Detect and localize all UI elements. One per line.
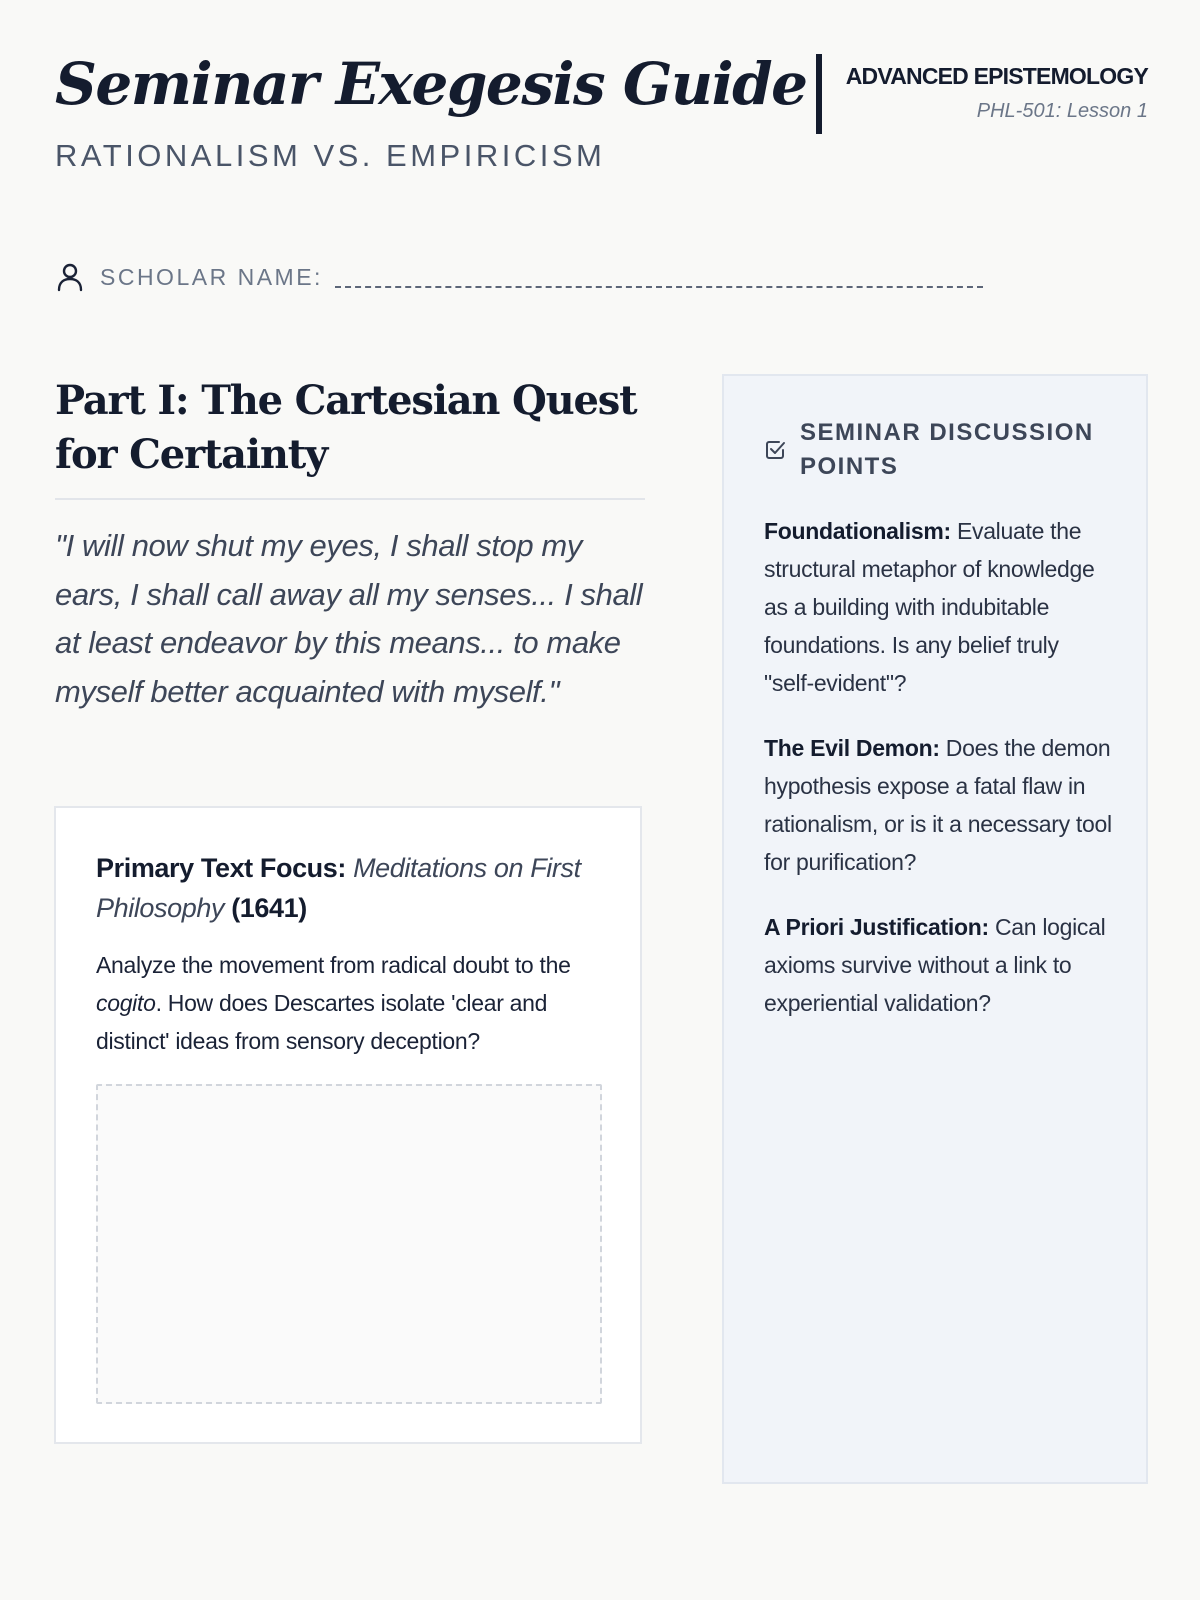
discussion-point [764, 512, 1114, 702]
primary-text-card [54, 806, 642, 1444]
point-term: Foundationalism: [764, 518, 951, 544]
point-text: Does the demon hypothesis expose a fatal flaw in rationalism, or is it a necessary tool for purification? [764, 735, 1112, 875]
point-text: Can logical axioms survive without a link to experiential validation? [764, 914, 1106, 1016]
discussion-point [764, 908, 1114, 1022]
point-term: A Priori Justification: [764, 914, 989, 940]
discussion-point [764, 729, 1114, 881]
answer-area[interactable] [96, 1084, 602, 1404]
course-block [816, 54, 1148, 134]
page-subtitle: RATIONALISM VS. EMPIRICISM [55, 138, 606, 173]
prompt-text-start: Analyze the movement from radical doubt to the [96, 952, 571, 978]
point-term: The Evil Demon: [764, 735, 940, 761]
scholar-name-line[interactable] [335, 286, 983, 288]
scholar-name-field[interactable] [56, 262, 983, 292]
user-icon [56, 262, 84, 292]
page-title: Seminar Exegesis Guide [55, 50, 807, 118]
primary-text-year: (1641) [231, 893, 307, 923]
descartes-quote: "I will now shut my eyes, I shall stop my ears, I shall call away all my senses... I shall at least endeavor by this means... to make myself better acquainted with myself." [55, 528, 643, 709]
primary-text-label: Primary Text Focus: [96, 853, 346, 883]
checkbox-icon [764, 439, 786, 461]
prompt-text-end: . How does Descartes isolate 'clear and distinct' ideas from sensory deception? [96, 990, 548, 1054]
discussion-sidebar [722, 374, 1148, 1484]
primary-text-prompt [96, 946, 606, 1060]
point-text: Evaluate the structural metaphor of knowledge as a building with indubitable foundations. Is any belief truly "self-evident"? [764, 518, 1095, 696]
discussion-points [764, 512, 1114, 1049]
prompt-term: cogito [96, 990, 156, 1016]
scholar-name-label: SCHOLAR NAME: [100, 263, 323, 290]
primary-text-work: Meditations on First Philosophy [96, 853, 581, 923]
primary-text-heading [96, 848, 606, 928]
course-name: ADVANCED EPISTEMOLOGY [845, 63, 1148, 89]
course-code: PHL-501: Lesson 1 [976, 100, 1148, 122]
part-title: Part I: The Cartesian Quest for Certainty [55, 374, 645, 500]
discussion-header [764, 416, 1100, 484]
discussion-title: SEMINAR DISCUSSION POINTS [800, 419, 1094, 480]
